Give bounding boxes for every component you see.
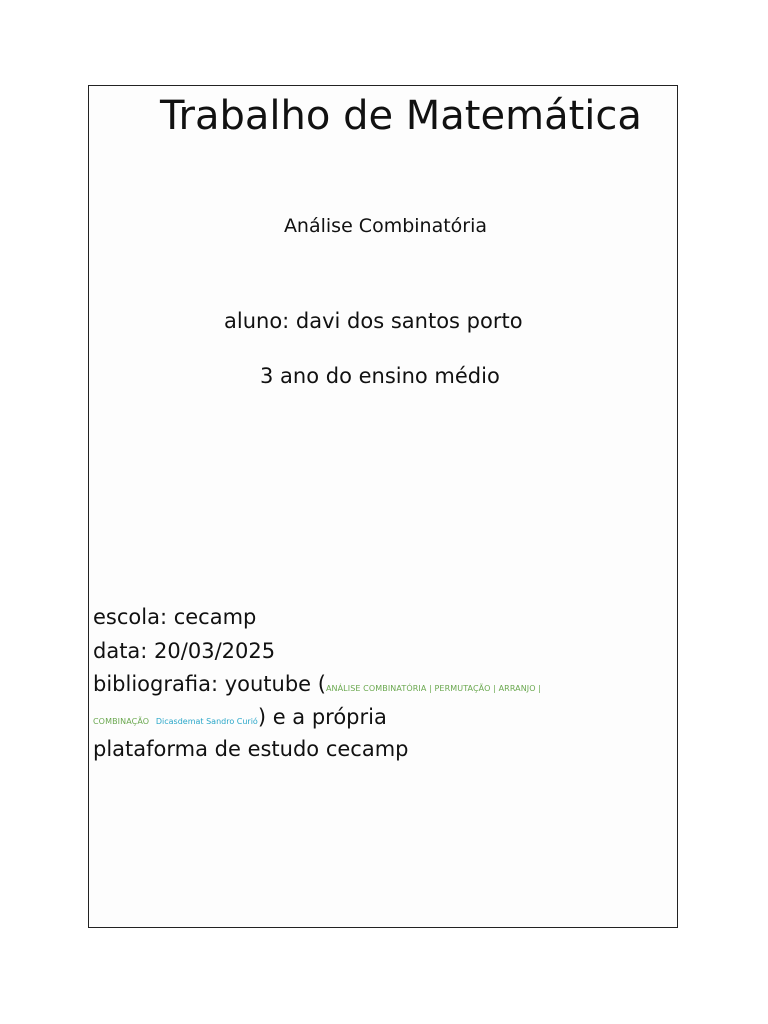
channel-link[interactable]: Dicasdemat Sandro Curió — [155, 717, 258, 726]
bibliography-continuation: plataforma de estudo cecamp — [93, 737, 409, 761]
bibliography-prefix: bibliografia: youtube ( — [93, 672, 326, 696]
video-title-link-continued[interactable]: COMBINAÇÃO — [93, 717, 150, 726]
bibliography-suffix: ) e a própria — [257, 705, 387, 729]
date-line: data: 20/03/2025 — [93, 639, 276, 663]
bibliography-line — [93, 670, 541, 703]
document-subtitle: Análise Combinatória — [283, 215, 488, 237]
student-name: aluno: davi dos santos porto — [224, 309, 523, 333]
school-line: escola: cecamp — [93, 605, 257, 629]
bibliography-line-2 — [93, 703, 387, 736]
student-grade: 3 ano do ensino médio — [260, 364, 500, 388]
page-border — [88, 85, 678, 928]
video-title-link[interactable]: ANÁLISE COMBINATÓRIA | PERMUTAÇÃO | ARRANJO | — [325, 684, 542, 693]
document-title: Trabalho de Matemática — [160, 93, 642, 139]
